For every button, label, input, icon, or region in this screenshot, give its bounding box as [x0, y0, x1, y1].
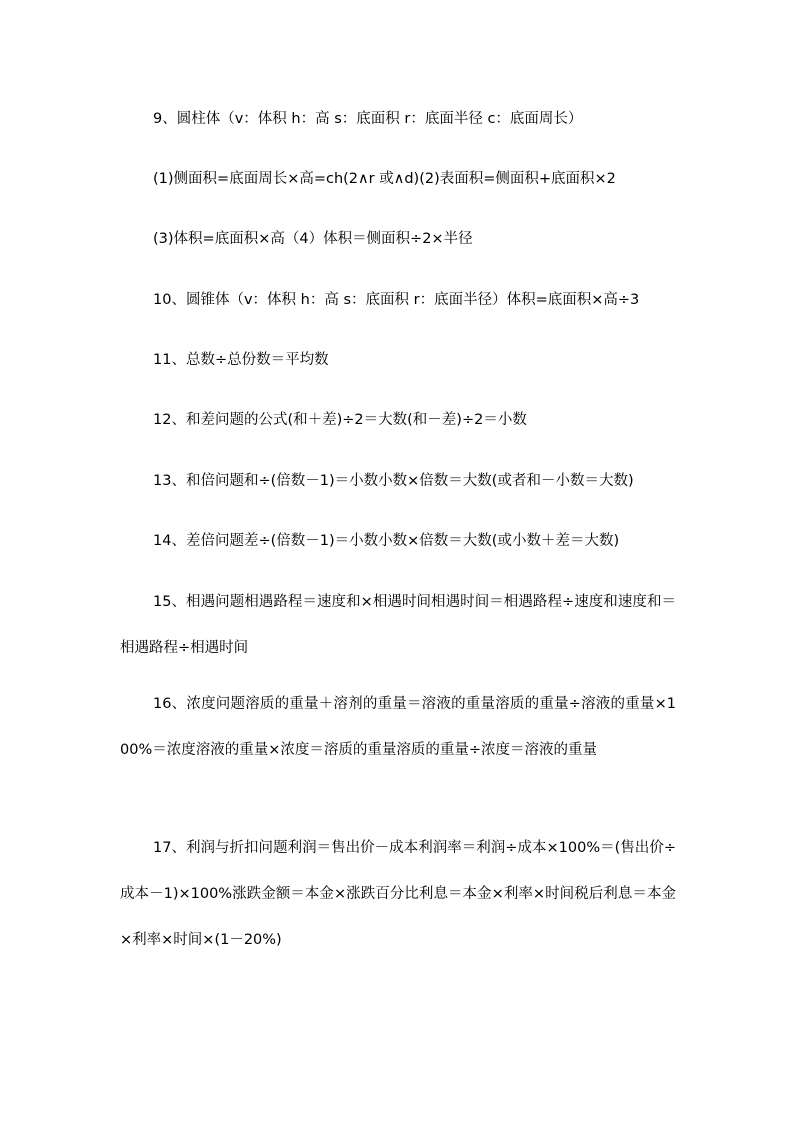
- paragraph-meeting-problem: 15、相遇问题相遇路程＝速度和×相遇时间相遇时间＝相遇路程÷速度和速度和＝相遇路程÷相遇时间: [120, 594, 676, 656]
- paragraph-cylinder-lateral-and-surface-area: (1)侧面积=底面周长×高=ch(2∧r 或∧d)(2)表面积=侧面积+底面积×2: [153, 171, 616, 187]
- paragraph-concentration-problem: 16、浓度问题溶质的重量＋溶剂的重量＝溶液的重量溶质的重量÷溶液的重量×100%＝浓度溶液的重量×浓度＝溶质的重量溶质的重量÷浓度＝溶液的重量: [120, 696, 676, 758]
- paragraph-sum-multiple-problem: 13、和倍问题和÷(倍数－1)＝小数小数×倍数＝大数(或者和－小数＝大数): [153, 473, 634, 489]
- paragraph-cylinder-definitions: 9、圆柱体（v：体积 h：高 s：底面积 r：底面半径 c：底面周长）: [153, 111, 583, 127]
- paragraph-cone-volume: 10、圆锥体（v：体积 h：高 s：底面积 r：底面半径）体积=底面积×高÷3: [153, 292, 640, 308]
- paragraph-cylinder-volume: (3)体积=底面积×高（4）体积＝侧面积÷2×半径: [153, 231, 473, 247]
- paragraph-difference-multiple-problem: 14、差倍问题差÷(倍数－1)＝小数小数×倍数＝大数(或小数＋差＝大数): [153, 533, 620, 549]
- paragraph-sum-difference-problem: 12、和差问题的公式(和＋差)÷2＝大数(和－差)÷2＝小数: [153, 412, 527, 428]
- paragraph-profit-discount-problem: 17、利润与折扣问题利润＝售出价－成本利润率＝利润÷成本×100%＝(售出价÷成本－1)×100%涨跌金额＝本金×涨跌百分比利息＝本金×利率×时间税后利息＝本金×利率×时间×(1－20%): [120, 840, 676, 948]
- paragraph-average: 11、总数÷总份数＝平均数: [153, 352, 329, 368]
